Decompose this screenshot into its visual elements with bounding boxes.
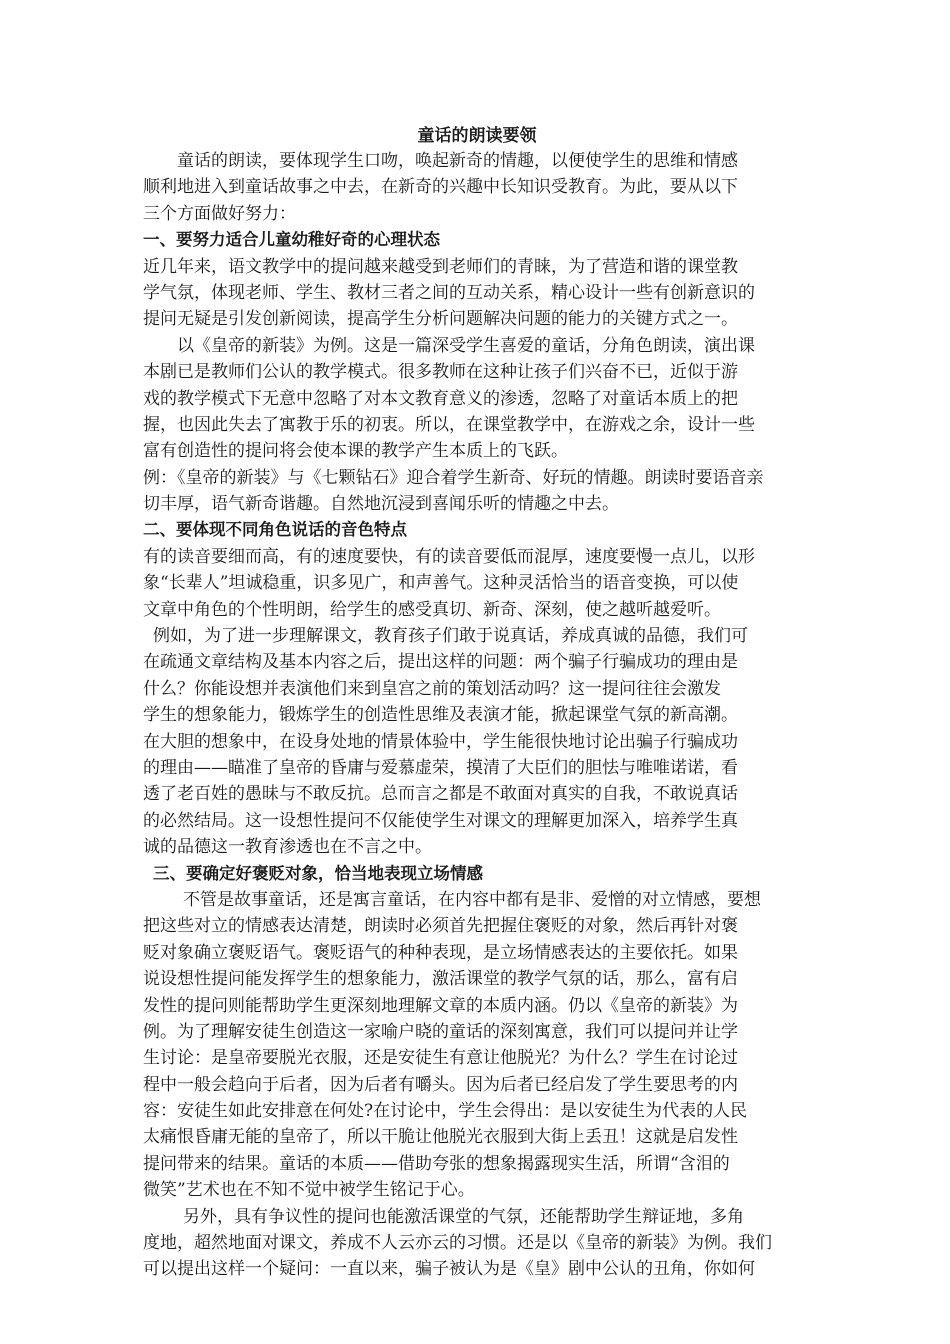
section-heading-1: 一、要努力适合儿童幼稚好奇的心理状态 — [143, 230, 440, 250]
text-line: 象“长辈人”坦诚稳重，识多见广，和声善气。这种灵活恰当的语音变换，可以使 — [143, 573, 739, 594]
text-line: 透了老百姓的愚昧与不敢反抗。总而言之都是不敢面对真实的自我，不敢说真话 — [143, 784, 738, 805]
text-line: 什么？你能设想并表演他们来到皇宫之前的策划活动吗？这一提问往往会激发 — [143, 678, 721, 699]
section1-paragraph-2 — [143, 333, 811, 465]
text-line: 微笑”艺术也在不知不觉中被学生铭记于心。 — [143, 1180, 475, 1201]
text-line: 提问无疑是引发创新阅读，提高学生分析问题解决问题的能力的关键方式之一。 — [143, 309, 738, 330]
text-line: 贬对象确立褒贬语气。褒贬语气的种种表现，是立场情感表达的主要依托。如果 — [143, 942, 738, 963]
text-line: 发性的提问则能帮助学生更深刻地理解文章的本质内涵。仍以《皇帝的新装》为 — [143, 995, 738, 1016]
text-line: 顺利地进入到童话故事之中去，在新奇的兴趣中长知识受教育。为此，要从以下 — [143, 177, 738, 198]
text-line: 学生的想象能力，锻炼学生的创造性思维及表演才能，掀起课堂气氛的新高潮。 — [143, 705, 738, 726]
section3-paragraph-1 — [143, 887, 811, 1204]
text-line: 容：安徒生如此安排意在何处?在讨论中，学生会得出：是以安徒生为代表的人民 — [143, 1101, 748, 1122]
section1-paragraph-3 — [143, 465, 811, 518]
text-line: 握，也因此失去了寓教于乐的初衷。所以，在课堂教学中，在游戏之余，设计一些 — [143, 414, 755, 435]
text-line: 学气氛，体现老师、学生、教材三者之间的互动关系，精心设计一些有创新意识的 — [143, 282, 755, 303]
text-line: 程中一般会趋向于后者，因为后者有嚼头。因为后者已经启发了学生要思考的内 — [143, 1074, 738, 1095]
text-line: 提问带来的结果。童话的本质——借助夸张的想象揭露现实生活，所谓“含泪的 — [143, 1153, 730, 1174]
intro-paragraph — [143, 148, 811, 227]
section1-paragraph-1 — [143, 254, 811, 333]
document-page — [143, 124, 811, 1283]
text-line: 富有创造性的提问将会使本课的教学产生本质上的飞跃。 — [143, 441, 568, 462]
text-line: 说设想性提问能发挥学生的想象能力，激活课堂的教学气氛的话，那么，富有启 — [143, 969, 738, 990]
text-line: 诚的品德这一教育渗透也在不言之中。 — [143, 837, 432, 858]
text-line: 以《皇帝的新装》为例。这是一篇深受学生喜爱的童话，分角色朗读，演出课 — [177, 335, 755, 356]
text-line: 把这些对立的情感表达清楚，朗读时必须首先把握住褒贬的对象，然后再针对褒 — [143, 916, 738, 937]
section-heading-3: 三、要确定好褒贬对象，恰当地表现立场情感 — [153, 863, 483, 883]
text-line: 戏的教学模式下无意中忽略了对本文教育意义的渗透，忽略了对童话本质上的把 — [143, 388, 738, 409]
text-line: 有的读音要细而高，有的速度要快，有的读音要低而混厚，速度要慢一点儿，以形 — [143, 546, 755, 567]
text-line: 童话的朗读，要体现学生口吻，唤起新奇的情趣，以便使学生的思维和情感 — [177, 151, 738, 171]
text-line: 例：《皇帝的新装》与《七颗钻石》迎合着学生新奇、好玩的情趣。朗读时要语音亲 — [143, 467, 764, 488]
text-line: 可以提出这样一个疑问：一直以来，骗子被认为是《皇》剧中公认的丑角，你如何 — [143, 1259, 755, 1280]
text-line: 切丰厚，语气新奇谐趣。自然地沉浸到喜闻乐听的情趣之中去。 — [143, 494, 619, 515]
text-line: 度地，超然地面对课文，养成不人云亦云的习惯。还是以《皇帝的新装》为例。我们 — [143, 1233, 772, 1254]
text-line: 本剧已是教师们公认的教学模式。很多教师在这种让孩子们兴奋不已，近似于游 — [143, 362, 738, 383]
text-line: 例。为了理解安徒生创造这一家喻户晓的童话的深刻寓意，我们可以提问并让学 — [143, 1021, 738, 1042]
text-line: 的必然结局。这一设想性提问不仅能使学生对课文的理解更加深入，培养学生真 — [143, 810, 738, 831]
text-line: 生讨论：是皇帝要脱光衣服，还是安徒生有意让他脱光？为什么？学生在讨论过 — [143, 1048, 738, 1069]
text-line: 在大胆的想象中，在设身处地的情景体验中，学生能很快地讨论出骗子行骗成功 — [143, 731, 738, 752]
section2-paragraph-1 — [143, 544, 811, 623]
text-line: 的理由——瞄准了皇帝的昏庸与爱慕虚荣，摸清了大臣们的胆怯与唯唯诺诺，看 — [143, 757, 738, 778]
text-line: 例如，为了进一步理解课文，教育孩子们敢于说真话，养成真诚的品德，我们可 — [153, 626, 748, 647]
document-title: 童话的朗读要领 — [417, 126, 537, 146]
section3-paragraph-2 — [143, 1204, 811, 1283]
section-heading-2: 二、要体现不同角色说话的音色特点 — [143, 520, 407, 540]
text-line: 文章中角色的个性明朗，给学生的感受真切、新奇、深刻，使之越听越爱听。 — [143, 599, 721, 620]
text-line: 在疏通文章结构及基本内容之后，提出这样的问题：两个骗子行骗成功的理由是 — [143, 652, 738, 673]
text-line: 三个方面做好努力： — [143, 203, 296, 224]
text-line: 另外，具有争议性的提问也能激活课堂的气氛，还能帮助学生辩证地，多角 — [183, 1206, 744, 1227]
text-line: 太痛恨昏庸无能的皇帝了，所以干脆让他脱光衣服到大街上丢丑！这就是启发性 — [143, 1127, 738, 1148]
text-line: 不管是故事童话，还是寓言童话，在内容中都有是非、爱憎的对立情感，要想 — [183, 889, 761, 910]
section2-paragraph-2 — [143, 623, 811, 861]
text-line: 近几年来，语文教学中的提问越来越受到老师们的青睐，为了营造和谐的课堂教 — [143, 256, 738, 277]
